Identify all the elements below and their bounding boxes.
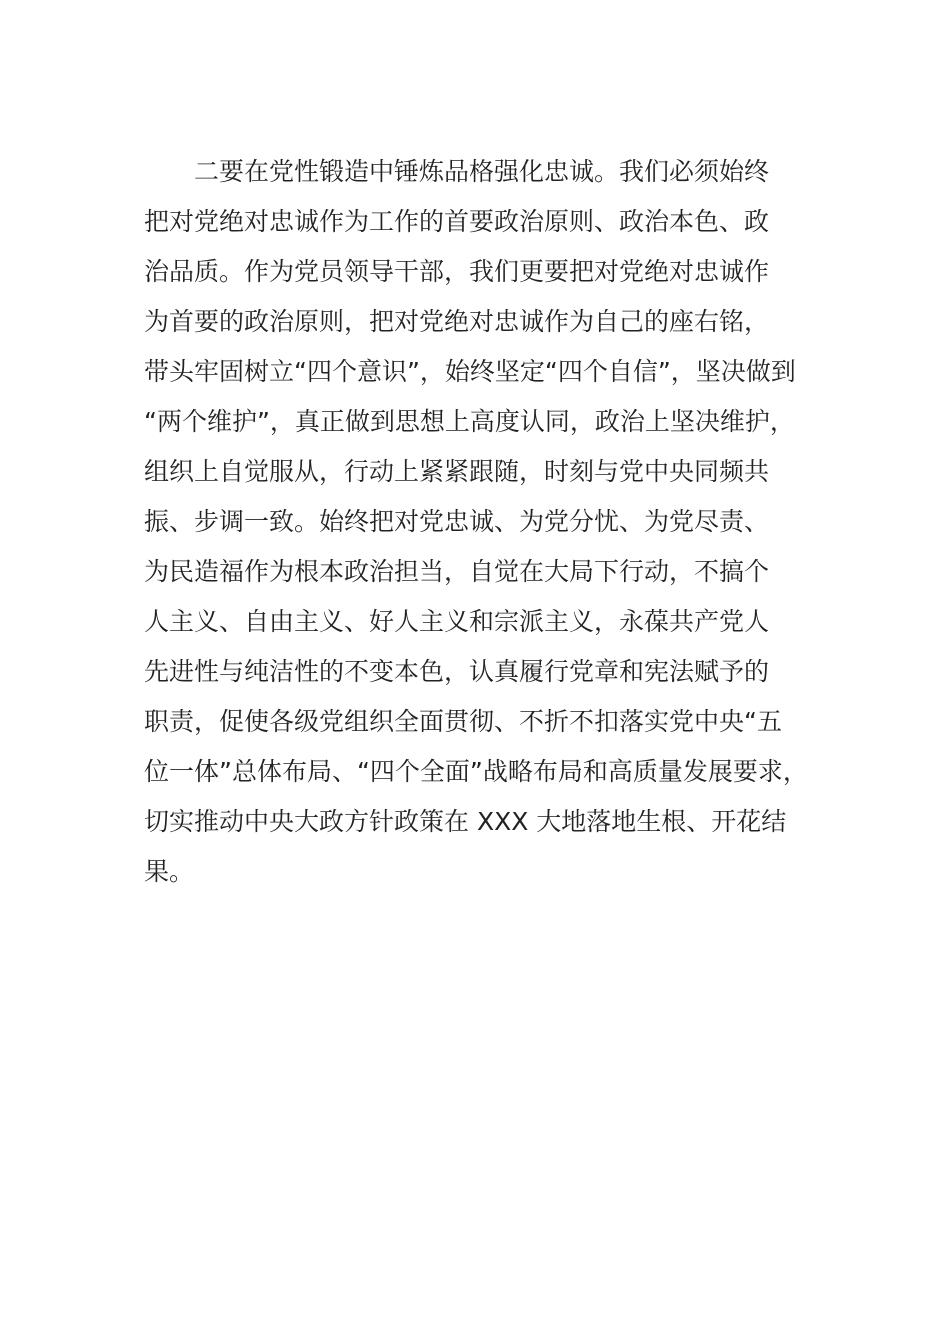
paragraph-line: “两个维护”，真正做到思想上高度认同，政治上坚决维护， (144, 407, 795, 436)
paragraph-line: 为首要的政治原则，把对党绝对忠诚作为自己的座右铭， (144, 307, 770, 336)
paragraph-line: 二要在党性锻造中锤炼品格强化忠诚。我们必须始终 (144, 157, 770, 186)
paragraph-line: 切实推动中央大政方针政策在 XXX 大地落地生根、开花结 (144, 807, 787, 836)
paragraph-line: 组织上自觉服从，行动上紧紧跟随，时刻与党中央同频共 (144, 457, 770, 486)
paragraph-line: 治品质。作为党员领导干部，我们更要把对党绝对忠诚作 (144, 257, 770, 286)
paragraph-line: 把对党绝对忠诚作为工作的首要政治原则、政治本色、政 (144, 207, 770, 236)
paragraph-line: 为民造福作为根本政治担当，自觉在大局下行动，不搞个 (144, 557, 770, 586)
paragraph-line: 职责，促使各级党组织全面贯彻、不折不扣落实党中央“五 (144, 707, 782, 736)
paragraph-line: 果。 (144, 857, 195, 886)
paragraph (144, 147, 814, 897)
paragraph-line: 带头牢固树立“四个意识”，始终坚定“四个自信”，坚决做到 (144, 357, 796, 386)
paragraph-line: 振、步调一致。始终把对党忠诚、为党分忧、为党尽责、 (144, 507, 770, 536)
paragraph-line: 先进性与纯洁性的不变本色，认真履行党章和宪法赋予的 (144, 657, 770, 686)
paragraph-line: 位一体”总体布局、“四个全面”战略布局和高质量发展要求， (144, 757, 808, 786)
paragraph-line: 人主义、自由主义、好人主义和宗派主义，永葆共产党人 (144, 607, 770, 636)
